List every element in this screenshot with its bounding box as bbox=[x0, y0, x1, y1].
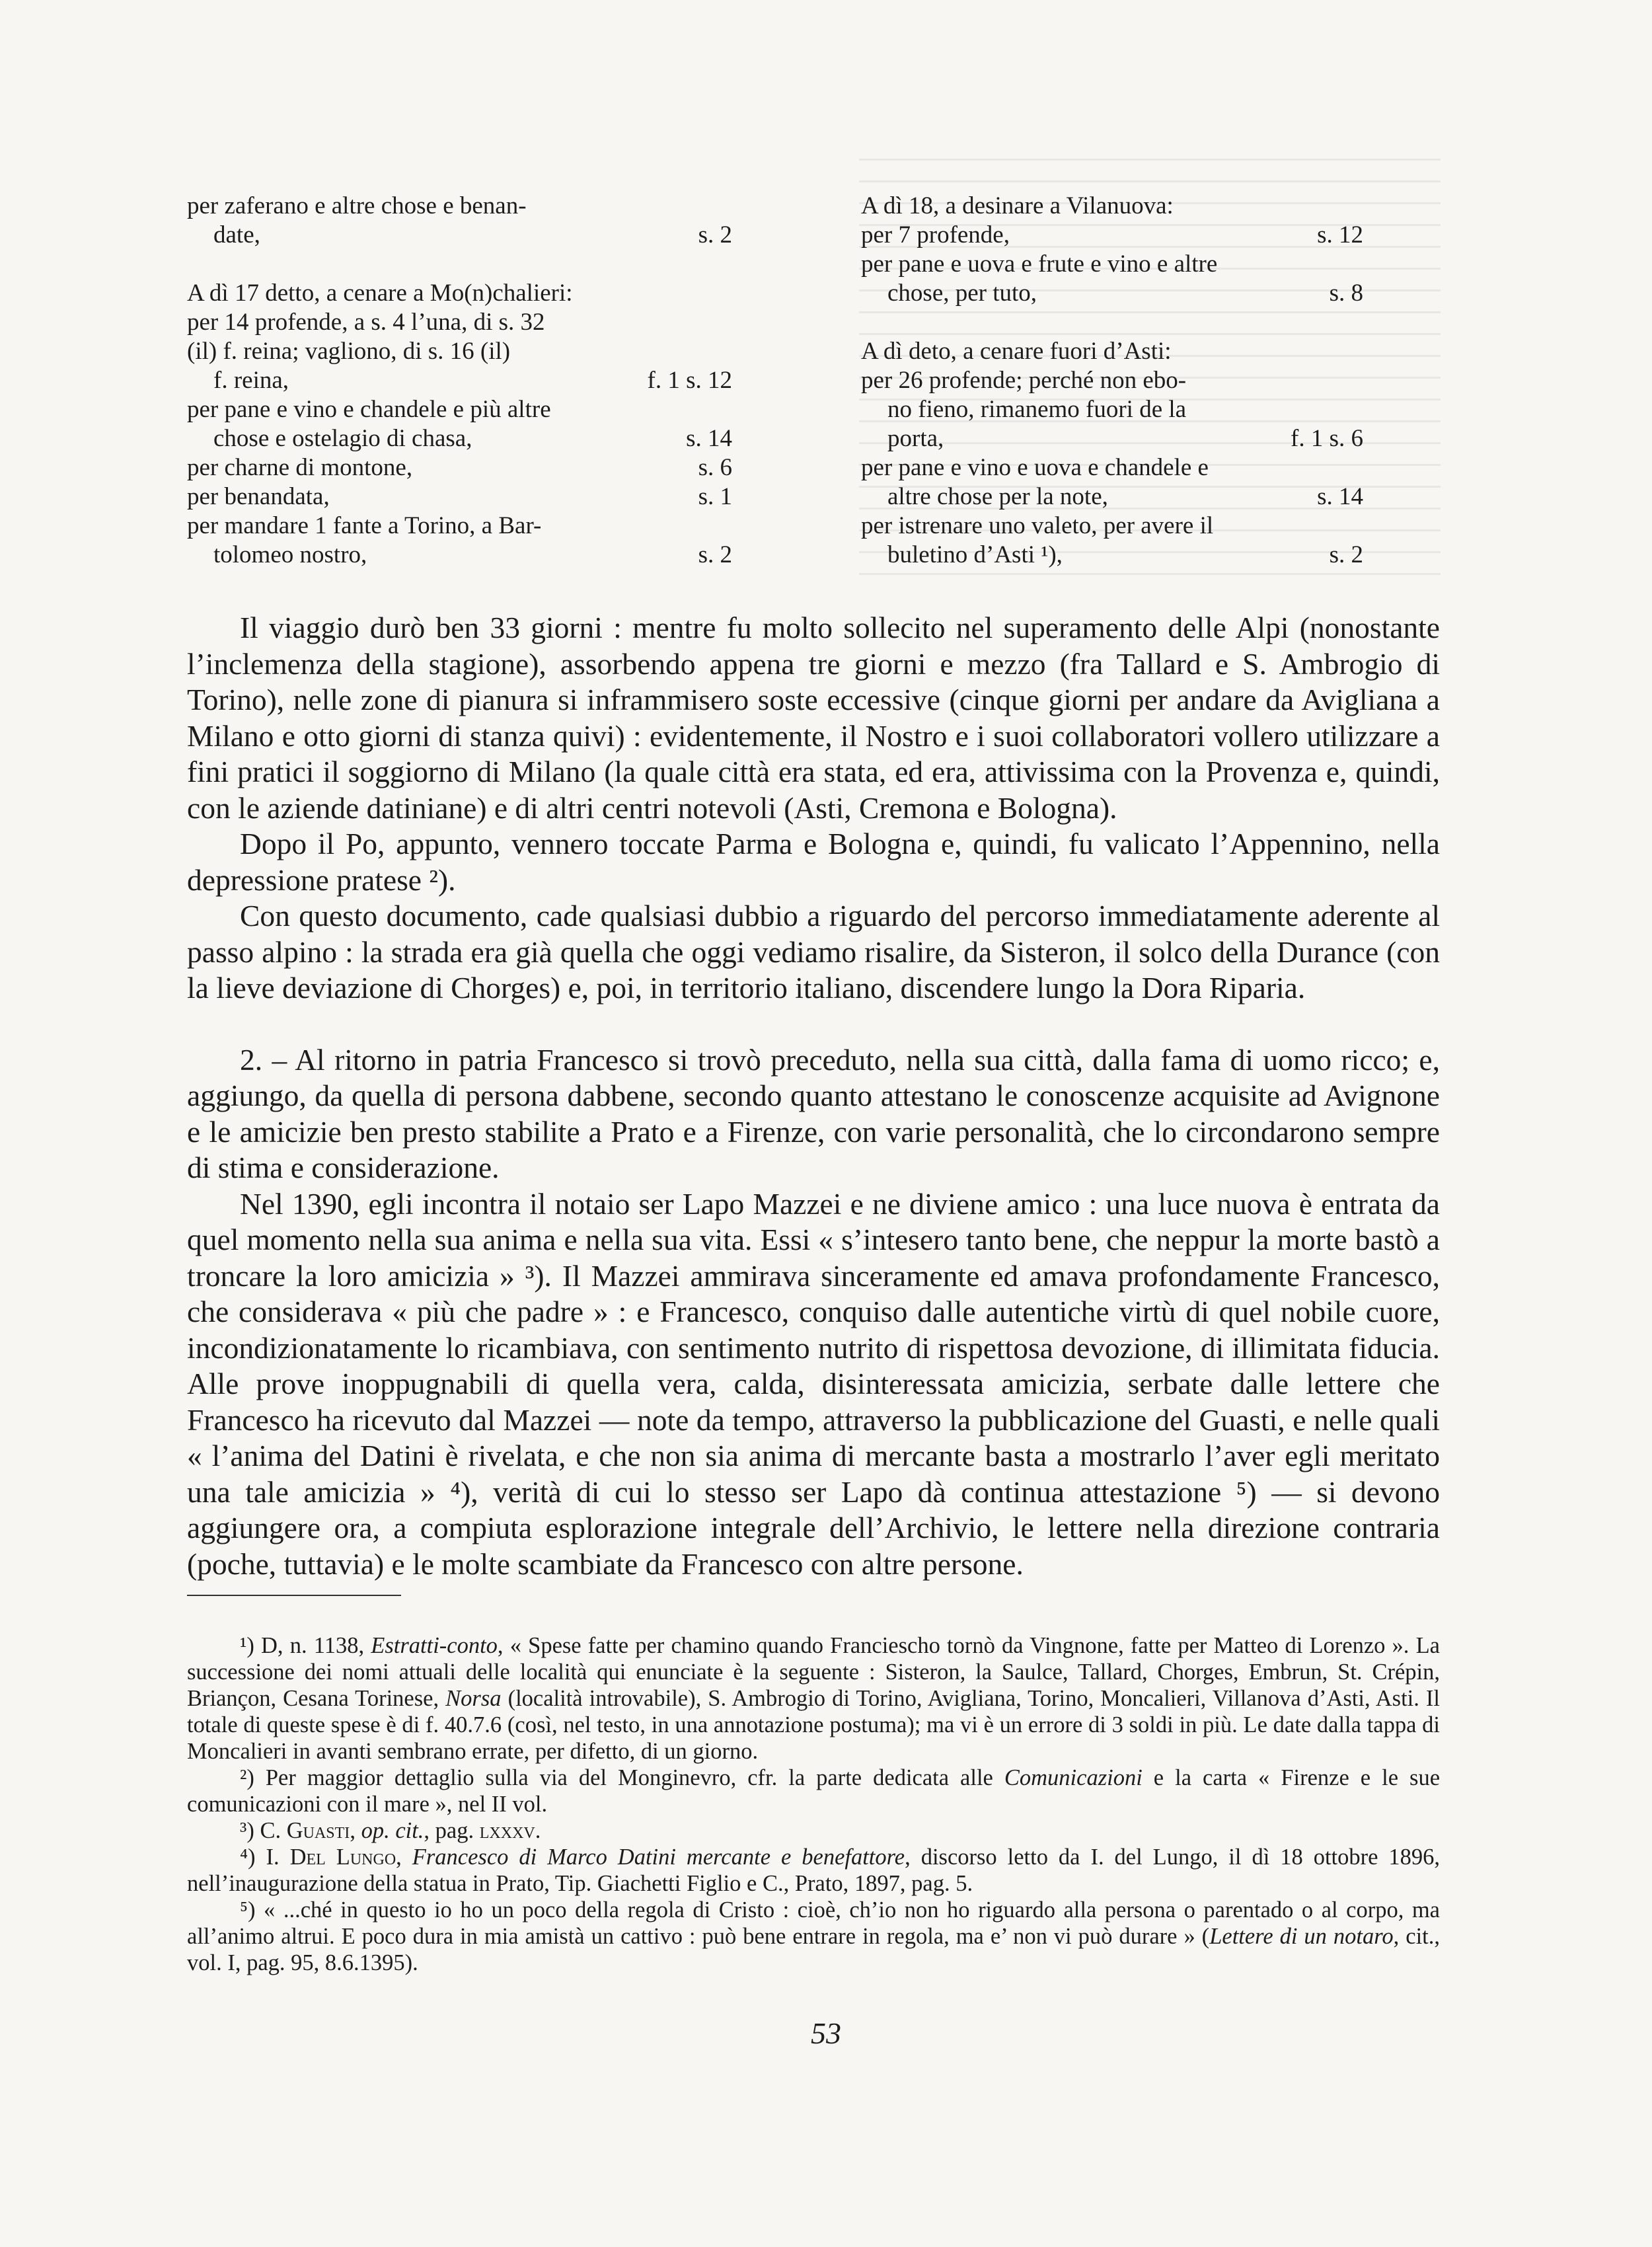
expense-entry bbox=[861, 366, 1363, 453]
expense-entry bbox=[187, 482, 732, 512]
entry-amount: s. 14 bbox=[1317, 483, 1363, 510]
entry-amount: s. 6 bbox=[698, 454, 732, 481]
entry-amount: s. 1 bbox=[698, 483, 732, 510]
entry-text: chose e ostelagio di chasa, bbox=[213, 425, 472, 452]
entry-gap bbox=[861, 308, 1363, 337]
entry-text: date, bbox=[213, 221, 260, 248]
entry-text: (il) f. reina; vagliono, di s. 16 (il) bbox=[187, 338, 511, 365]
entry-text: per 7 profende, bbox=[861, 221, 1010, 248]
entry-text: chose, per tuto, bbox=[887, 280, 1037, 307]
expense-entry bbox=[187, 337, 732, 395]
expense-column-left bbox=[187, 192, 732, 570]
expense-entry bbox=[861, 512, 1363, 570]
expense-entry bbox=[861, 192, 1363, 221]
expense-entry bbox=[187, 512, 732, 570]
entry-text: per charne di montone, bbox=[187, 454, 413, 481]
entry-text: per istrenare uno valeto, per avere il bbox=[861, 512, 1214, 539]
entry-text: per zaferano e altre chose e benan- bbox=[187, 192, 527, 219]
footnote-2: ²) Per maggior dettaglio sulla via del Monginevro, cfr. la parte dedicata alle Comunicazioni e la carta « Firenze e le sue comunicazioni con il mare », nel II vol. bbox=[187, 1765, 1441, 1817]
expense-entry bbox=[861, 250, 1363, 308]
entry-text: A dì deto, a cenare fuori d’Asti: bbox=[861, 338, 1172, 365]
entry-amount: s. 2 bbox=[698, 541, 732, 568]
footnote-1: ¹) D, n. 1138, Estratti-conto, « Spese fatte per chamino quando Franciescho tornò da Vingnone, fatte per Matteo di Lorenzo ». La successione dei nomi attuali delle località qui enunciate è la seguente : Sisteron, la Saulce, Tallard, Chorges, Embrun, St. Crépin, Briançon, Cesana Torinese, Norsa (località introvabile), S. Ambrogio di Torino, Avigliana, Torino, Moncalieri, Villanova d’Asti, Asti. Il totale di queste spese è di f. 40.7.6 (così, nel testo, in una annotazione postuma); ma vi è un errore di 3 soldi in più. Le date dalla tappa di Moncalieri in avanti sembrano errate, per difetto, di un giorno. bbox=[187, 1633, 1440, 1764]
entry-text: A dì 18, a desinare a Vilanuova: bbox=[861, 192, 1174, 219]
expense-entry bbox=[187, 453, 732, 482]
footnote-4: ⁴) I. Del Lungo, Francesco di Marco Datini mercante e benefattore, discorso letto da I. del Lungo, il dì 18 ottobre 1896, nell’inaugurazione della statua in Prato, Tip. Giachetti Figlio e C., Prato, 1897, pag. 5. bbox=[187, 1845, 1441, 1896]
entry-text: buletino d’Asti ¹), bbox=[887, 541, 1063, 568]
paragraph: Dopo il Po, appunto, vennero toccate Parma e Bologna e, quindi, fu valicato l’Appennino, nella depressione pratese ²). bbox=[187, 827, 1440, 897]
expense-entry bbox=[187, 395, 732, 453]
expense-entry bbox=[861, 453, 1363, 512]
expense-entry bbox=[187, 192, 732, 250]
paragraph: Il viaggio durò ben 33 giorni : mentre fu molto sollecito nel superamento delle Alpi (nonostante l’inclemenza della stagione), assorbendo appena tre giorni e mezzo (fra Tallard e S. Ambrogio di Torino), nelle zone di pianura si inframmisero soste eccessive (cinque giorni per andare da Avigliana a Milano e otto giorni di stanza quivi) : evidentemente, il Nostro e i suoi collaboratori vollero utilizzare a fini pratici il soggiorno di Milano (la quale città era stata, ed era, attivissima con la Provenza e, quindi, con le aziende datiniane) e di altri centri notevoli (Asti, Cremona e Bologna). bbox=[187, 611, 1440, 825]
paragraph: 2. – Al ritorno in patria Francesco si trovò preceduto, nella sua città, dalla fama di uomo ricco; e, aggiungo, da quella di persona dabbene, secondo quanto attestano le conoscenze acquisite ad Avignone e le amicizie ben presto stabilite a Prato e a Firenze, con varie personalità, che lo circondarono sempre di stima e considerazione. bbox=[187, 1042, 1440, 1184]
footnote-5: ⁵) « ...ché in questo io ho un poco della regola di Cristo : cioè, ch’io non ho riguardo alla persona o parentado o al corpo, ma all’animo altrui. E poco dura in mia amistà un cattivo : può bene entrare in regola, ma e’ non vi può durare » (Lettere di un notaro, cit., vol. I, pag. 95, 8.6.1395). bbox=[187, 1897, 1440, 1975]
entry-amount: s. 2 bbox=[1329, 541, 1363, 568]
entry-amount: s. 8 bbox=[1329, 280, 1363, 307]
entry-amount: f. 1 s. 12 bbox=[647, 367, 732, 394]
entry-text: no fieno, rimanemo fuori de la bbox=[887, 396, 1187, 423]
expense-column-right bbox=[861, 192, 1363, 570]
entry-text: tolomeo nostro, bbox=[213, 541, 367, 568]
entry-text: per 26 profende; perché non ebo- bbox=[861, 367, 1187, 394]
entry-text: per pane e vino e uova e chandele e bbox=[861, 454, 1209, 481]
paragraph: Nel 1390, egli incontra il notaio ser Lapo Mazzei e ne diviene amico : una luce nuova è entrata da quel momento nella sua anima e nella sua vita. Essi « s’intesero tanto bene, che neppur la morte bastò a troncare la loro amicizia » ³). Il Mazzei ammirava sinceramente ed amava profondamente Francesco, che considerava « più che padre » : e Francesco, conquiso dalle autentiche virtù di quel nobile cuore, incondizionatamente lo ricambiava, con sentimento nutrito di rispettosa devozione, di illimitata fiducia. Alle prove inoppugnabili di quella vera, calda, disinteressata amicizia, serbate dalle lettere che Francesco ha ricevuto dal Mazzei — note da tempo, attraverso la pubblicazione del Guasti, e nelle quali « l’anima del Datini è rivelata, e che non sia anima di mercante basta a mostrarlo l’aver egli meritato una tale amicizia » ⁴), verità di cui lo stesso ser Lapo dà continua attestazione ⁵) — si devono aggiungere ora, a compiuta esplorazione integrale dell’Archivio, le lettere nella direzione contraria (poche, tuttavia) e le molte scambiate da Francesco con altre persone. bbox=[187, 1186, 1440, 1581]
entry-text: f. reina, bbox=[213, 367, 289, 394]
entry-gap bbox=[187, 250, 732, 279]
expense-entry bbox=[187, 308, 732, 337]
main-text bbox=[187, 610, 1440, 1582]
footnotes bbox=[187, 1632, 1440, 1976]
entry-text: per mandare 1 fante a Torino, a Bar- bbox=[187, 512, 542, 539]
entry-amount: f. 1 s. 6 bbox=[1291, 425, 1363, 452]
entry-amount: s. 14 bbox=[686, 425, 732, 452]
paragraph: Con questo documento, cade qualsiasi dubbio a riguardo del percorso immediatamente aderente al passo alpino : la strada era già quella che oggi vediamo risalire, da Sisteron, il solco della Durance (con la lieve deviazione di Chorges) e, poi, in territorio italiano, discendere lungo la Dora Riparia. bbox=[187, 899, 1440, 1005]
entry-text: per pane e vino e chandele e più altre bbox=[187, 396, 551, 423]
entry-amount: s. 2 bbox=[698, 221, 732, 248]
entry-text: per 14 profende, a s. 4 l’una, di s. 32 bbox=[187, 309, 545, 336]
entry-amount: s. 12 bbox=[1317, 221, 1363, 248]
entry-text: porta, bbox=[887, 425, 944, 452]
page-number: 53 bbox=[811, 2016, 841, 2050]
footnote-3: ³) C. Guasti, op. cit., pag. lxxxv. bbox=[240, 1818, 541, 1843]
entry-text: altre chose per la note, bbox=[887, 483, 1108, 510]
entry-text: per benandata, bbox=[187, 483, 330, 510]
expense-entry bbox=[861, 337, 1363, 366]
expense-entry bbox=[187, 279, 732, 308]
entry-text: per pane e uova e frute e vino e altre bbox=[861, 250, 1218, 278]
entry-text: A dì 17 detto, a cenare a Mo(n)chalieri: bbox=[187, 280, 573, 307]
footnote-rule bbox=[187, 1595, 401, 1596]
expense-entry bbox=[861, 221, 1363, 250]
